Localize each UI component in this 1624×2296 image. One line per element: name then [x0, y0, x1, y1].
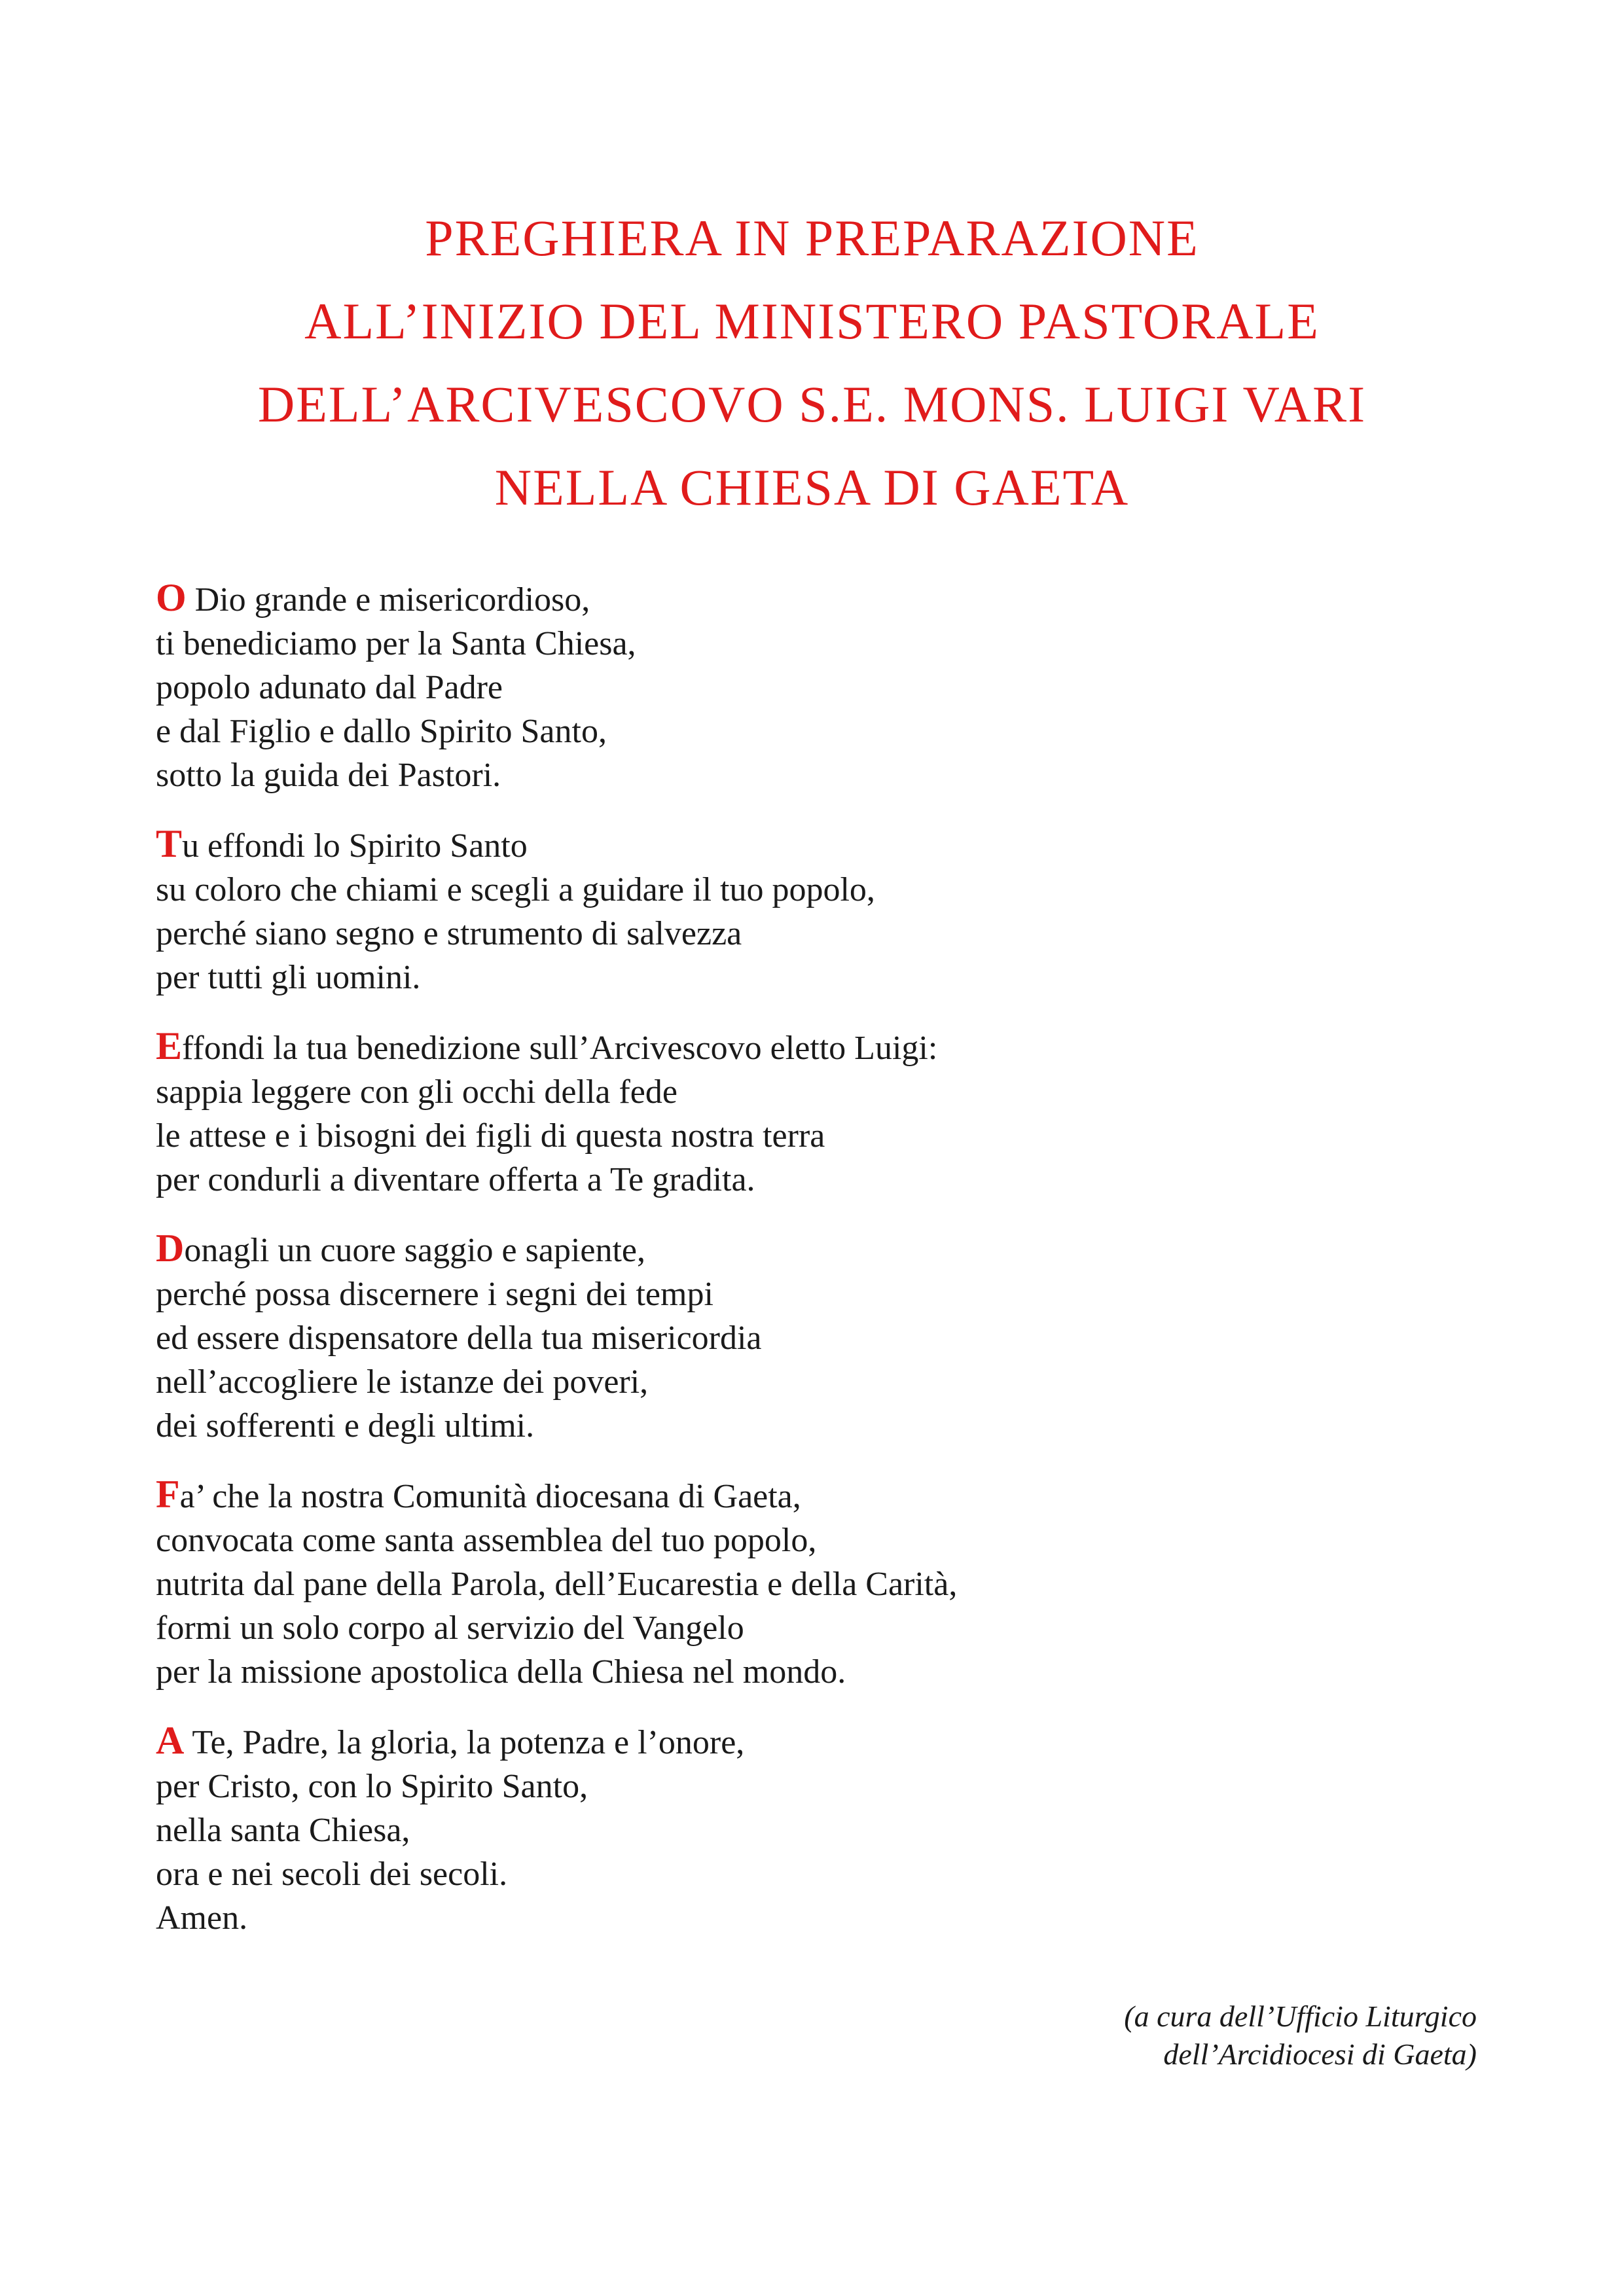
stanza: [156, 1719, 1399, 1940]
stanza-line: le attese e i bisogni dei figli di questa nostra terra: [156, 1117, 825, 1155]
stanza: [156, 822, 1399, 999]
drop-initial: T: [156, 822, 183, 865]
first-line-text: u effondi lo Spirito Santo: [182, 827, 528, 865]
stanza-first-line: [156, 1473, 1399, 1518]
stanza-line: nell’accogliere le istanze dei poveri,: [156, 1363, 649, 1401]
stanza-first-line: [156, 1719, 1399, 1765]
stanza-line: convocata come santa assemblea del tuo popolo,: [156, 1522, 817, 1559]
stanza-line: su coloro che chiami e scegli a guidare il tuo popolo,: [156, 871, 875, 908]
stanza-line: formi un solo corpo al servizio del Vangelo: [156, 1609, 744, 1647]
first-line-text: Te, Padre, la gloria, la potenza e l’onore,: [184, 1724, 745, 1761]
prayer-body: [156, 576, 1399, 1965]
stanza-line: nutrita dal pane della Parola, dell’Eucarestia e della Carità,: [156, 1566, 958, 1603]
title-line: NELLA CHIESA DI GAETA: [494, 459, 1130, 516]
first-line-text: Dio grande e misericordioso,: [186, 581, 590, 619]
title-line: ALL’INIZIO DEL MINISTERO PASTORALE: [304, 293, 1320, 350]
stanza-line: e dal Figlio e dallo Spirito Santo,: [156, 713, 607, 750]
stanza: [156, 1473, 1399, 1694]
stanza-line: Amen.: [156, 1899, 248, 1937]
credit-note: [1124, 1998, 1477, 2073]
stanza-line: per Cristo, con lo Spirito Santo,: [156, 1768, 588, 1805]
stanza-line: sappia leggere con gli occhi della fede: [156, 1073, 677, 1111]
stanza-line: dei sofferenti e degli ultimi.: [156, 1407, 535, 1444]
stanza-line: ti benediciamo per la Santa Chiesa,: [156, 625, 636, 662]
stanza-line: per la missione apostolica della Chiesa nel mondo.: [156, 1653, 846, 1691]
stanza-first-line: [156, 576, 1399, 622]
stanza-line: ed essere dispensatore della tua misericordia: [156, 1319, 762, 1357]
credit-line: (a cura dell’Ufficio Liturgico: [1124, 2000, 1477, 2033]
stanza-line: popolo adunato dal Padre: [156, 669, 503, 706]
title-line: DELL’ARCIVESCOVO S.E. MONS. LUIGI VARI: [257, 376, 1367, 433]
stanza-line: perché possa discernere i segni dei tempi: [156, 1276, 713, 1313]
drop-initial: D: [156, 1227, 185, 1270]
stanza-line: nella santa Chiesa,: [156, 1812, 410, 1849]
title-line: PREGHIERA IN PREPARAZIONE: [425, 209, 1199, 266]
drop-initial: A: [156, 1719, 185, 1762]
stanza-line: ora e nei secoli dei secoli.: [156, 1856, 508, 1893]
stanza-line: per condurli a diventare offerta a Te gradita.: [156, 1161, 755, 1198]
page-title: [0, 196, 1624, 529]
stanza-first-line: [156, 822, 1399, 868]
stanza-first-line: [156, 1227, 1399, 1272]
first-line-text: a’ che la nostra Comunità diocesana di Gaeta,: [179, 1478, 801, 1515]
stanza-first-line: [156, 1024, 1399, 1070]
drop-initial: F: [156, 1473, 180, 1516]
drop-initial: O: [156, 576, 187, 619]
drop-initial: E: [156, 1024, 183, 1067]
first-line-text: ffondi la tua benedizione sull’Arcivescovo eletto Luigi:: [182, 1030, 938, 1067]
stanza-line: per tutti gli uomini.: [156, 959, 421, 996]
stanza-line: sotto la guida dei Pastori.: [156, 757, 501, 794]
credit-line: dell’Arcidiocesi di Gaeta): [1163, 2037, 1477, 2071]
stanza: [156, 1227, 1399, 1448]
stanza: [156, 1024, 1399, 1202]
stanza: [156, 576, 1399, 797]
stanza-line: perché siano segno e strumento di salvezza: [156, 915, 742, 952]
first-line-text: onagli un cuore saggio e sapiente,: [184, 1232, 646, 1269]
